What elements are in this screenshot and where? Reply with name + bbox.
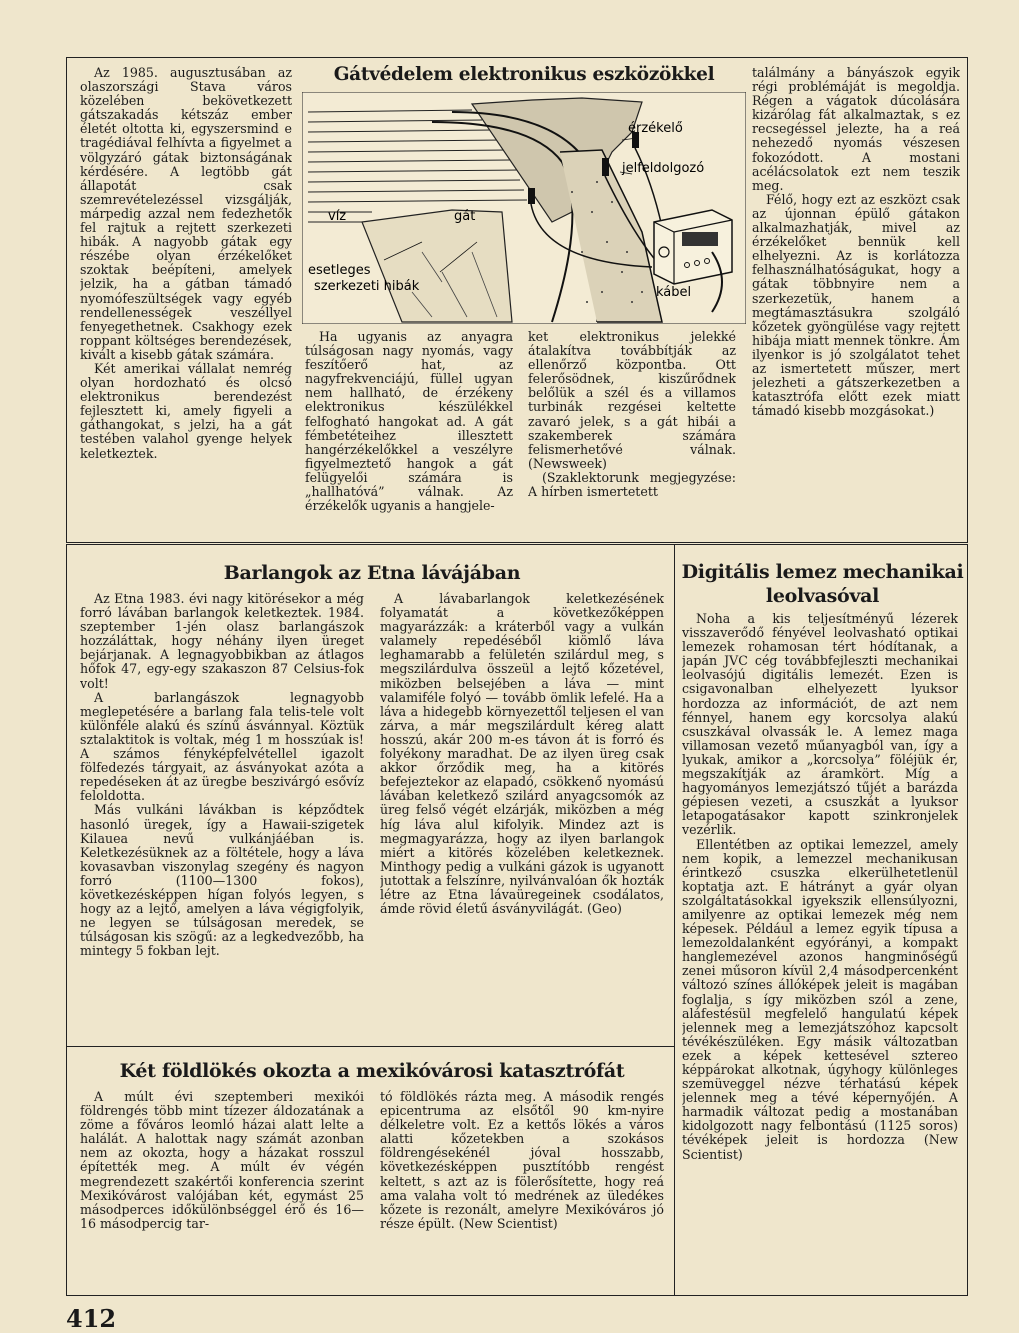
sensor-icon: [528, 188, 535, 204]
paragraph: Félő, hogy ezt az eszközt csak az újonnan épülő gátakon alkalmazhatják, mivel az érzékelőket bennük kell elhelyezni. Az is korlátozza felhasználhatóságukat, hogy a gátak többnyire nem a szerkezetük, hanem a megtámasztásukra szolgáló kőzetek gyöngülése vagy rejtett hibája miatt mennek tönkre. Ám ilyenkor is jó szolgálatot tehet az ismertetett műszer, mert jelezheti a gátszerkezetben a katasztrófa előtt ezek miatt támadó kisebb mozgásokat.): [752, 191, 960, 419]
dam-article-title: Gátvédelem elektronikus eszközökkel: [333, 64, 715, 85]
lower-divider-vertical: [674, 544, 675, 1296]
mexico-article-column-1: [80, 1090, 364, 1290]
label-faults-2: szerkezeti hibák: [314, 279, 420, 294]
paragraph: ket elektronikus jelekké átalakítva továbbítják az ellenőrző központba. Ott felerősödnek, kiszűrődnek belőlük a szél és a villamos turbinák rezgései keltette zavaró jelek, s a gát hibái a szakemberek számára felismerhetővé válnak. (Newsweek): [528, 330, 736, 471]
paragraph: (Szaklektorunk megjegyzése: A hírben ismertetett: [528, 469, 736, 500]
dam-article-column-4: [752, 66, 960, 532]
mexico-article-column-2: [380, 1090, 664, 1290]
paragraph: tó földlökés rázta meg. A második rengés epicentruma az elsőtől 90 km-nyire délkeletre volt. Ez a kettős lökés a város alatti kőzetekben a szokásos földrengésekénél jóval hosszabb, következésképpen pusztítóbb rengést keltett, s azt az is fölerősítette, hogy reá ama valaha volt tó medrének az üledékes kőzete is rezonált, amelyre Mexikóváros jó része épült. (New Scientist): [380, 1090, 664, 1231]
label-dam: gát: [454, 209, 476, 224]
label-water: víz: [328, 209, 347, 224]
paragraph: A lávabarlangok keletkezésének folyamatát a következőképpen magyarázzák: a kráterből vagy a vulkán valamely repedéséből kiömlő láva leghamarabb a felületén szilárdul meg, s megszilárdulva összeül a lejtő kőzetével, miközben belsejében a láva — mint valamiféle folyó — tovább ömlik lefelé. Ha a láva a hidegebb környezettől teljesen el van zárva, a már megszilárdult kéreg alatt hosszú, akár 200 m-es távon át is forró és folyékony maradhat. De az ilyen üreg csak akkor őrződik meg, ha a kitörés befejeztekor az elapadó, csökkenő nyomású lávában keletkező szilárd anyagcsomók az üreg felső végét elzárják, miközben a még híg láva alul kifolyik. Mindez azt is megmagyarázza, hogy az ilyen barlangok miért a kitörés közelében keletkeznek. Minthogy pedig a vulkáni gázok is ugyanott jutottak a felszínre, nyilvánvalóan ők hozták létre az Etna lávaüregeinek csodálatos, ámde rövid életű ásványvilágát. (Geo): [380, 592, 664, 917]
sensor-icon: [602, 158, 609, 176]
paragraph: Ellentétben az optikai lemezzel, amely nem kopik, a lemezzel mechanikusan érintkező csuszka elkerülhetetlenül koptatja azt. E hátrányt a gyár olyan szolgáltatásokkal igyekszik ellensúlyozni, amilyenre az optikai lemezek még nem képesek. Például a lemez egyik típusa a lemezoldalanként egyórányi, a kompakt hanglemezével azonos hangminőségű zenei műsoron kívül 2,4 másodpercenként változó színes állóképek jeleit is magában foglalja, s így miközben szól a zene, aláfestésül megfelelő hangulatú képek jelennek meg a lemezjátszóhoz kapcsolt tévékészüléken. Egy másik változatban ezek a képek kettesével sztereo képpárokat alkotnak, úgyhogy különleges szemüveggel nézve térhatású képek jelennek meg a tévé képernyőjén. A harmadik változat pedig a mostanában kidolgozott nagy felbontású (1125 soros) tévéképek jeleit is hordozza (New Scientist): [682, 836, 958, 1162]
paragraph: A barlangászok legnagyobb meglepetésére a barlang fala telis-tele volt különféle alakú és színű ásvánnyal. Köztük sztalaktitok is voltak, még 1 m hosszúak is! A számos fényképfelvétellel igazolt fölfedezés tárgyait, az ásványokat azóta a repedéseken át az üregbe beszivárgó esővíz feloldotta.: [80, 689, 364, 804]
digital-disc-article-column: [682, 612, 958, 1288]
paragraph: találmány a bányászok egyik régi problémáját is megoldja. Régen a vágatok dúcolására kizárólag fát alkalmaztak, s ez recsegéssel jelezte, ha a reá nehezedő nyomás vészesen fokozódott. A mostani acélácsolatok ezt nem teszik meg.: [752, 66, 960, 193]
digital-disc-article-title: Digitális lemez mechanikai leolvasóval: [681, 561, 964, 607]
lower-divider-horizontal: [66, 1046, 675, 1047]
label-processor: jelfeldolgozó: [622, 161, 705, 176]
label-cable: kábel: [656, 285, 692, 300]
dam-diagram: [302, 92, 746, 324]
paragraph: Ha ugyanis az anyagra túlságosan nagy nyomás, vagy feszítőerő hat, az nagyfrekvenciájú, füllel ugyan nem hallható, de érzékeny elektronikus készülékkel felfogható hangokat ad. A gát fémbetéteihez illesztett hangérzékelőkkel a veszélyre figyelmeztető hangok a gát felügyelői számára is „hallhatóvá” válnak. Az érzékelők ugyanis a hangjele-: [305, 330, 513, 514]
paragraph: Más vulkáni lávákban is képződtek hasonló üregek, így a Hawaii-szigetek Kilauea nevű vulkánjáéban is. Keletkezésüknek az a föltétele, hogy a láva kovasavban viszonylag szegény és nagyon forró (1100—1300 fokos), következésképpen hígan folyós legyen, s hogy az a lejtő, amelyen a láva végigfolyik, ne legyen se túlságosan meredek, se túlságosan kis szögű: az a legkedvezőbb, ha mintegy 5 fokban lejt.: [80, 802, 364, 959]
paragraph: A múlt évi szeptemberi mexikói földrengés több mint tízezer áldozatának a zöme a főváros leomló házai alatt lelte a halálát. A halottak nagy számát azonban nem az okozta, hogy a házakat rosszul építették meg. A múlt év végén megrendezett szakértői konferencia szerint Mexikóvárost valójában két, egymást 25 másodperces időkülönbséggel érő és 16—16 másodpercig tar-: [80, 1090, 364, 1231]
label-faults-1: esetleges: [308, 263, 371, 278]
dam-article-column-1: [80, 66, 292, 528]
label-sensor: érzékelő: [628, 121, 683, 136]
paragraph: Az 1985. augusztusában az olaszországi Stava város közelében bekövetkezett gátszakadás kétszáz ember életét oltotta ki, egyszersmind e tragédiával felhívta a figyelmet a völgyzáró gátak biztonságának kérdésére. A legtöbb gát állapotát csak szemrevételezéssel vizsgálják, márpedig azzal nem fedezhetők fel rajtuk a rejtett szerkezeti hibák. A nagyobb gátak egy részébe olyan érzékelőket szoktak beépíteni, amelyek jelzik, ha a gátban támadó nyomófeszültségek vagy egyéb rendellenességek veszéllyel fenyegethetnek. Csakhogy ezek roppant költséges berendezések, kivált a kisebb gátak számára.: [80, 66, 292, 362]
dam-article-column-2: [305, 330, 513, 528]
mexico-article-title: Két földlökés okozta a mexikóvárosi katasztrófát: [119, 1060, 625, 1082]
paragraph: Noha a kis teljesítményű lézerek visszaverődő fényével leolvasható optikai lemezek rohamosan tért hódítanak, a japán JVC cég továbbfejleszti mechanikai leolvasójú digitális lemezét. Ezen is csigavonalban elhelyezett lyuksor hordozza az információt, de azt nem fénnyel, hanem egy korcsolya alakú csuszkával olvassák le. A lemez maga villamosan vezető műanyagból van, így a lyukak, amikor a „korcsolya” föléjük ér, megszakítják az áramkört. Míg a hagyományos lemezjátszó tűjét a barázda gépiesen vezeti, a csuszkát a lyuksor letapogatásakor kapott szinkronjelek vezérlik.: [682, 612, 958, 838]
etna-article-column-1: [80, 592, 364, 1038]
dam-article-column-3: [528, 330, 736, 528]
paragraph: Két amerikai vállalat nemrég olyan hordozható és olcsó elektronikus berendezést fejlesztett ki, amely figyeli a gáthangokat, s jelzi, ha a gát testében valahol gyenge helyek keletkeztek.: [80, 360, 292, 461]
etna-article-column-2: [380, 592, 664, 1038]
etna-article-title: Barlangok az Etna lávájában: [223, 562, 521, 584]
page-number: 412: [66, 1304, 117, 1333]
paragraph: Az Etna 1983. évi nagy kitörésekor a még forró lávában barlangok keletkeztek. 1984. szeptember 1-jén olasz barlangászok hozzáláttak, hogy néhány ilyen üreget bejárjanak. A legnagyobbikban az átlagos hőfok 47, egy-egy szakaszon 87 Celsius-fok volt!: [80, 592, 364, 691]
